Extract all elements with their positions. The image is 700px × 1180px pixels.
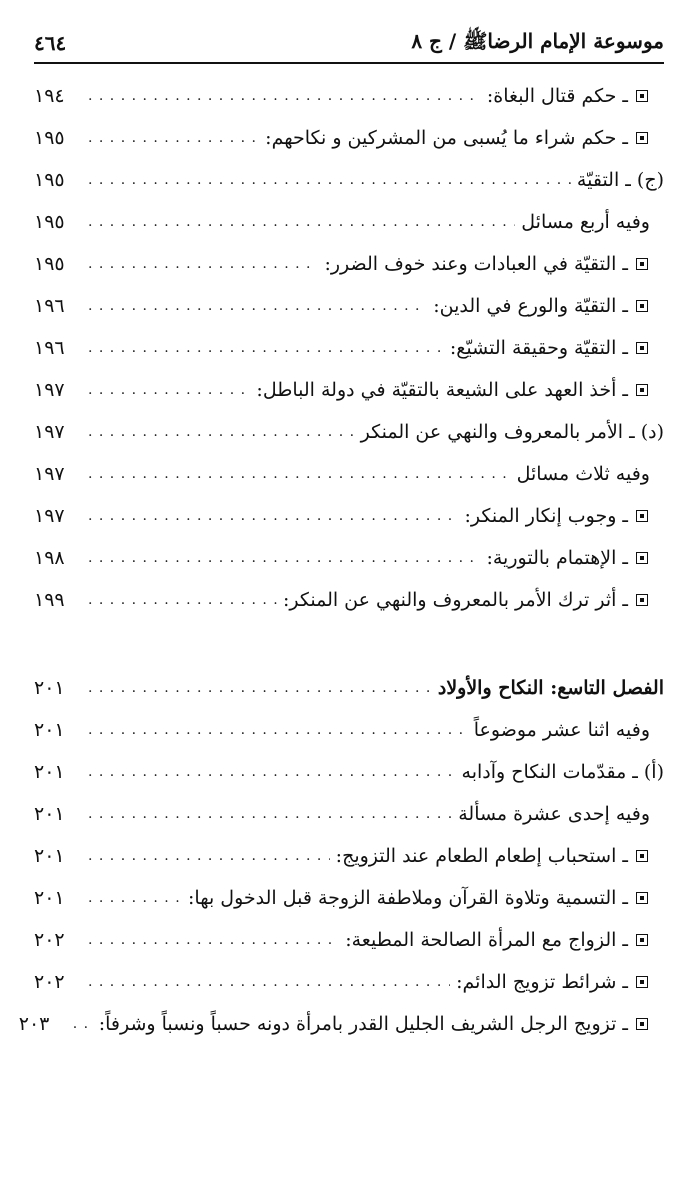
toc-entry[interactable]: [18, 1003, 664, 1045]
toc-page-number: ٢٠٢: [34, 929, 65, 951]
toc-chapter-entry[interactable]: [34, 667, 664, 709]
square-bullet-icon: [636, 1018, 648, 1030]
leader-dots: [88, 75, 481, 117]
toc-entry-title: وفيه ثلاث مسائل: [516, 463, 650, 485]
square-bullet-icon: [636, 552, 648, 564]
leader-dots: [88, 411, 355, 453]
toc-entry[interactable]: [34, 835, 664, 877]
leader-dots: [88, 453, 511, 495]
toc-page-number: ١٩٦: [34, 337, 65, 359]
book-title: موسوعة الإمام الرضاﷺ / ج ٨: [411, 28, 664, 53]
toc-entry[interactable]: [34, 411, 664, 453]
toc-entry[interactable]: [34, 919, 664, 961]
table-of-contents: [18, 75, 664, 1045]
toc-entry-title: وفيه إحدى عشرة مسألة: [458, 803, 650, 825]
square-bullet-icon: [636, 258, 648, 270]
square-bullet-icon: [636, 594, 648, 606]
toc-page-number: ٢٠١: [34, 677, 65, 699]
toc-entry-title: وفيه اثنا عشر موضوعاً: [473, 719, 650, 741]
toc-entry-title: ـ شرائط تزويج الدائم:: [456, 961, 648, 1003]
leader-dots: [88, 667, 432, 709]
toc-page-number: ٢٠١: [34, 803, 65, 825]
leader-dots: [88, 117, 259, 159]
square-bullet-icon: [636, 342, 648, 354]
square-bullet-icon: [636, 976, 648, 988]
leader-dots: [88, 159, 571, 201]
toc-entry[interactable]: [34, 75, 664, 117]
toc-page-number: ١٩٦: [34, 295, 65, 317]
leader-dots: [88, 961, 450, 1003]
toc-page-number: ١٩٧: [34, 421, 65, 443]
toc-entry-title: وفيه أربع مسائل: [521, 211, 650, 233]
square-bullet-icon: [636, 300, 648, 312]
leader-dots: [88, 495, 459, 537]
toc-entry[interactable]: [34, 369, 664, 411]
toc-page-number: ٢٠١: [34, 845, 65, 867]
toc-entry[interactable]: [34, 751, 664, 793]
toc-entry-title: (ج) ـ التقيّة: [576, 169, 664, 191]
leader-dots: [88, 537, 480, 579]
leader-dots: [88, 709, 468, 751]
toc-entry-title: ـ التقيّة والورع في الدين:: [433, 285, 648, 327]
square-bullet-icon: [636, 132, 648, 144]
header-rule: [34, 62, 664, 64]
leader-dots: [88, 327, 444, 369]
toc-entry[interactable]: [34, 327, 664, 369]
square-bullet-icon: [636, 850, 648, 862]
toc-page-number: ٢٠١: [34, 761, 65, 783]
toc-page-number: ١٩٧: [34, 379, 65, 401]
toc-entry[interactable]: [34, 117, 664, 159]
toc-entry[interactable]: [34, 285, 664, 327]
toc-page-number: ١٩٥: [34, 127, 65, 149]
square-bullet-icon: [636, 90, 648, 102]
toc-page-number: ١٩٩: [34, 589, 65, 611]
toc-page-number: ١٩٥: [34, 253, 65, 275]
leader-dots: [88, 201, 515, 243]
toc-page-number: ٢٠١: [34, 887, 65, 909]
toc-entry[interactable]: [34, 793, 664, 835]
toc-entry-title: ـ حكم قتال البغاة:: [487, 75, 648, 117]
leader-dots: [88, 751, 456, 793]
toc-entry-title: ـ التسمية وتلاوة القرآن وملاطفة الزوجة قبل الدخول بها:: [188, 877, 648, 919]
leader-dots: [88, 369, 250, 411]
toc-page-number: ٢٠٣: [18, 1013, 50, 1035]
leader-dots: [73, 1003, 93, 1045]
toc-entry-title: ـ وجوب إنكار المنكر:: [465, 495, 649, 537]
leader-dots: [88, 243, 318, 285]
toc-entry[interactable]: [34, 201, 664, 243]
toc-page-number: ٢٠١: [34, 719, 65, 741]
toc-entry-title: ـ حكم شراء ما يُسبى من المشركين و نكاحهم:: [265, 117, 648, 159]
toc-page-number: ١٩٤: [34, 85, 65, 107]
square-bullet-icon: [636, 934, 648, 946]
page-number: ٤٦٤: [34, 31, 67, 55]
toc-page-number: ١٩٧: [34, 505, 65, 527]
toc-page-number: ١٩٥: [34, 169, 65, 191]
toc-entry[interactable]: [34, 709, 664, 751]
leader-dots: [88, 579, 277, 621]
toc-entry-title: ـ أثر ترك الأمر بالمعروف والنهي عن المنكر:: [283, 579, 648, 621]
toc-entry-title: (أ) ـ مقدّمات النكاح وآدابه: [461, 761, 664, 783]
running-header: [34, 26, 664, 60]
toc-entry-title: ـ استحباب إطعام الطعام عند التزويج:: [336, 835, 648, 877]
leader-dots: [88, 285, 427, 327]
toc-page-number: ١٩٨: [34, 547, 65, 569]
toc-entry-title: ـ الإهتمام بالتورية:: [486, 537, 648, 579]
leader-dots: [88, 793, 452, 835]
square-bullet-icon: [636, 892, 648, 904]
toc-page-number: ١٩٧: [34, 463, 65, 485]
toc-page-number: ١٩٥: [34, 211, 65, 233]
toc-entry[interactable]: [34, 243, 664, 285]
toc-entry[interactable]: [34, 877, 664, 919]
toc-entry[interactable]: [34, 495, 664, 537]
toc-entry-title: ـ التقيّة في العبادات وعند خوف الضرر:: [324, 243, 648, 285]
toc-entry-title: ـ تزويج الرجل الشريف الجليل القدر بامرأة دونه حسباً ونسباً وشرفاً:: [99, 1003, 648, 1045]
toc-chapter-title: الفصل التاسع: النكاح والأولاد: [437, 677, 664, 699]
section-gap: [34, 621, 664, 667]
leader-dots: [88, 835, 330, 877]
toc-entry-title: ـ أخذ العهد على الشيعة بالتقيّة في دولة الباطل:: [256, 369, 648, 411]
toc-entry-title: ـ الزواج مع المرأة الصالحة المطيعة:: [345, 919, 648, 961]
toc-entry-title: ـ التقيّة وحقيقة التشيّع:: [450, 327, 648, 369]
toc-entry[interactable]: [34, 159, 664, 201]
leader-dots: [88, 877, 182, 919]
square-bullet-icon: [636, 510, 648, 522]
toc-page-number: ٢٠٢: [34, 971, 65, 993]
square-bullet-icon: [636, 384, 648, 396]
toc-entry[interactable]: [34, 537, 664, 579]
leader-dots: [88, 919, 339, 961]
toc-entry[interactable]: [34, 579, 664, 621]
toc-entry[interactable]: [34, 453, 664, 495]
toc-entry[interactable]: [34, 961, 664, 1003]
toc-entry-title: (د) ـ الأمر بالمعروف والنهي عن المنكر: [360, 421, 664, 443]
